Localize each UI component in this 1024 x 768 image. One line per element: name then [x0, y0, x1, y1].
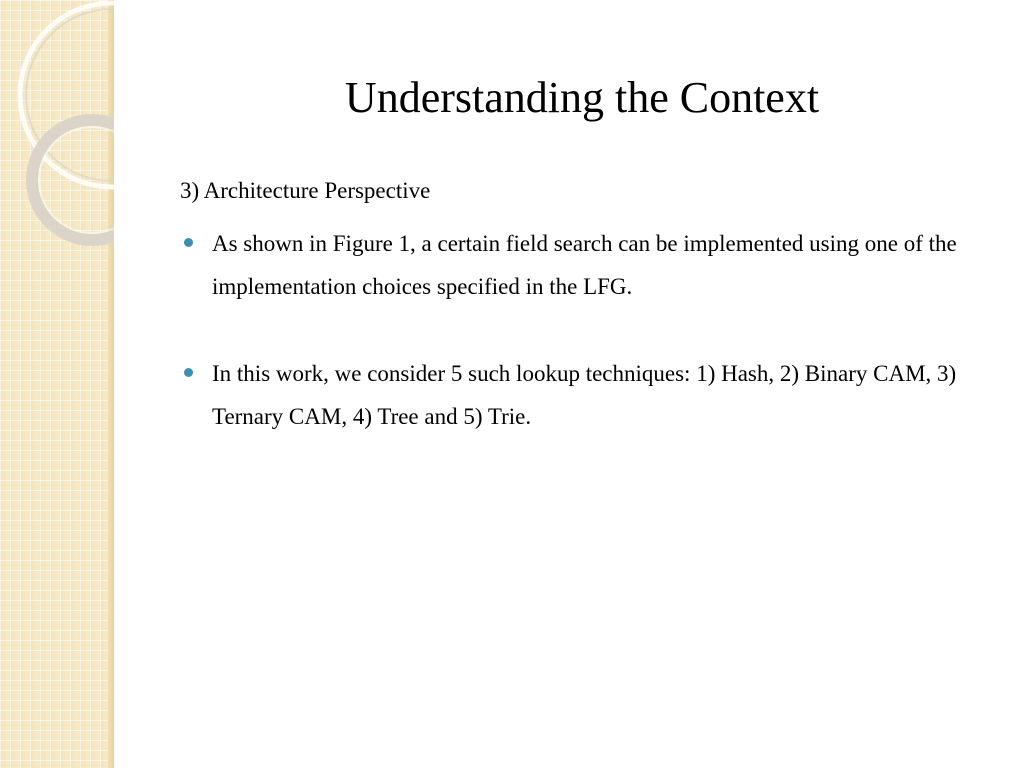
bullet-item	[180, 352, 970, 438]
bullet-list	[180, 222, 970, 482]
section-subtitle: 3) Architecture Perspective	[180, 178, 431, 203]
slide-title: Understanding the Context	[344, 73, 820, 122]
decorative-rings	[0, 0, 114, 260]
bullet-text: In this work, we consider 5 such lookup techniques: 1) Hash, 2) Binary CAM, 3) Ternary CAM, 4) Tree and 5) Trie.	[212, 361, 957, 429]
bullet-dot-icon	[184, 368, 193, 377]
bullet-item	[180, 222, 970, 308]
bullet-dot-icon	[184, 238, 193, 247]
bullet-text: As shown in Figure 1, a certain field search can be implemented using one of the implementation choices specified in the LFG.	[212, 231, 957, 299]
